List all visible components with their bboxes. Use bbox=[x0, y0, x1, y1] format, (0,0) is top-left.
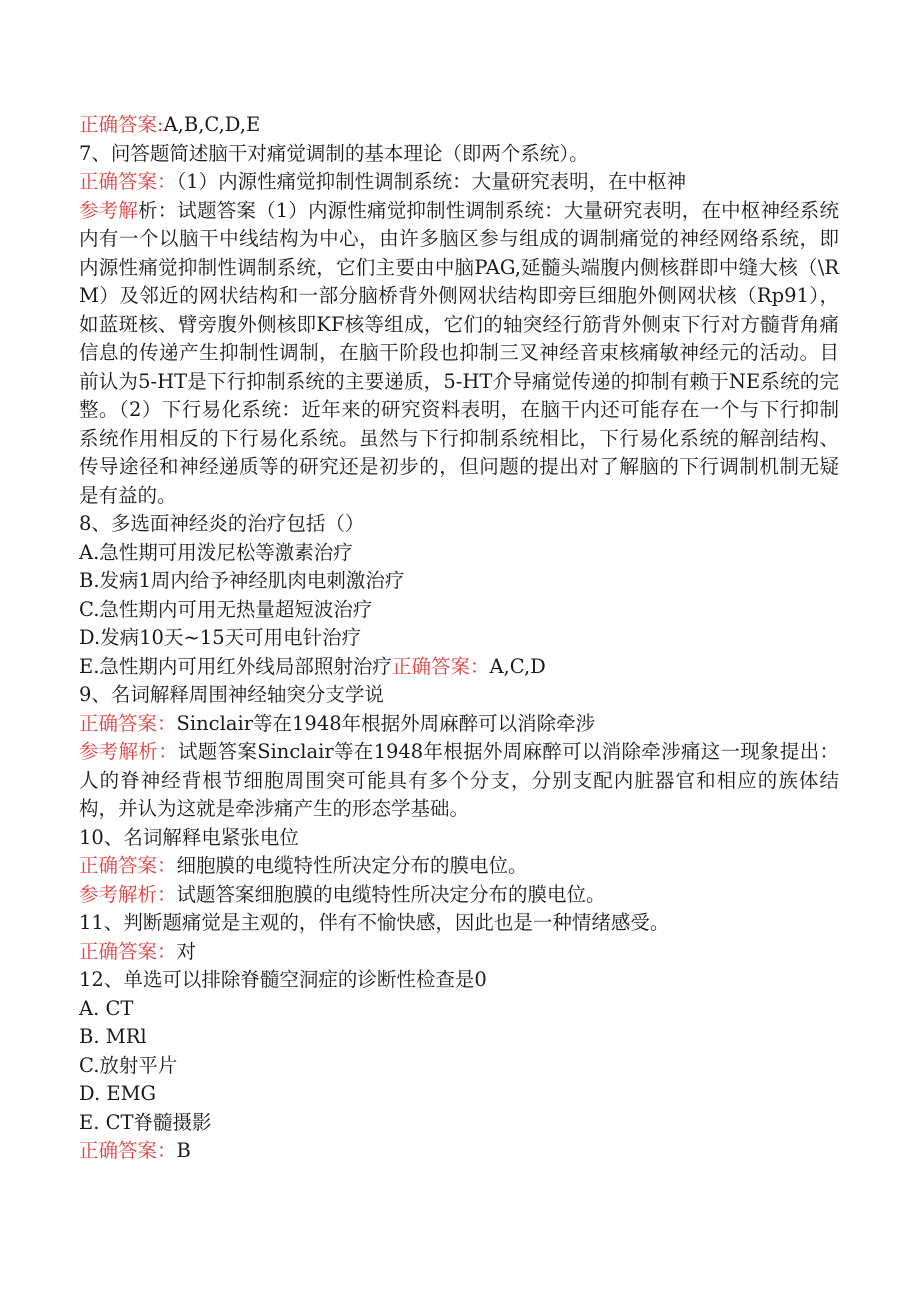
q9-analysis bbox=[79, 738, 839, 824]
answer-value: （1）内源性痛觉抑制性调制系统：大量研究表明，在中枢神 bbox=[176, 170, 687, 193]
analysis-label: 参考解析： bbox=[79, 882, 177, 906]
document-page bbox=[79, 111, 839, 1166]
answer-value: Sinclair等在1948年根据外周麻醉可以消除牵涉 bbox=[176, 711, 596, 735]
q7-question: 7、问答题简述脑干对痛觉调制的基本理论（即两个系统）。 bbox=[79, 141, 589, 165]
answer-value: 对 bbox=[176, 939, 197, 963]
answer-label: 正确答案： bbox=[79, 711, 177, 735]
q12-option-e: E. CT脊髓摄影 bbox=[79, 1110, 212, 1134]
q8-question: 8、多选面神经炎的治疗包括（） bbox=[79, 512, 365, 535]
answer-label: 正确答案: bbox=[79, 113, 164, 136]
q12-option-c: C.放射平片 bbox=[79, 1053, 178, 1077]
analysis-text: 试题答案Sinclair等在1948年根据外周麻醉可以消除牵涉痛这一现象提出：人的脊神经背根节细胞周围突可能具有多个分支，分别支配内脏器官和相应的族体结构，并认为这就是牵涉痛产生的形态学基础。 bbox=[79, 740, 839, 820]
answer-value: B bbox=[176, 1139, 191, 1162]
analysis-label: 参考解 bbox=[79, 198, 139, 222]
q10-answer-line bbox=[79, 852, 839, 881]
q6-answer-line bbox=[79, 111, 839, 140]
answer-value: 细胞膜的电缆特性所决定分布的膜电位。 bbox=[176, 854, 528, 877]
q8-option-d: D.发病10天~15天可用电针治疗 bbox=[79, 626, 362, 649]
q10-analysis bbox=[79, 881, 839, 910]
analysis-label-tail: 析 bbox=[138, 198, 158, 222]
analysis-text: 试题答案细胞膜的电缆特性所决定分布的膜电位。 bbox=[176, 882, 606, 906]
q12-question: 12、单选可以排除脊髓空洞症的诊断性检查是0 bbox=[79, 968, 487, 991]
answer-label: 正确答案： bbox=[391, 654, 490, 678]
q8-option-e-answer-line bbox=[79, 653, 839, 682]
answer-label: 正确答案： bbox=[79, 170, 177, 193]
q12-option-a: A. CT bbox=[79, 996, 134, 1020]
answer-label: 正确答案： bbox=[79, 1139, 177, 1162]
q9-question: 9、名词解释周围神经轴突分支学说 bbox=[79, 683, 384, 706]
q11-question: 11、判断题痛觉是主观的，伴有不愉快感，因此也是一种情绪感受。 bbox=[79, 911, 670, 934]
q8-option-e: E.急性期内可用红外线局部照射治疗 bbox=[79, 654, 392, 678]
q8-option-c: C.急性期内可用无热量超短波治疗 bbox=[79, 597, 373, 621]
q10-question: 10、名词解释电紧张电位 bbox=[79, 825, 299, 849]
q12-answer-line bbox=[79, 1137, 839, 1166]
answer-value: A,B,C,D,E bbox=[163, 113, 261, 136]
answer-label: 正确答案： bbox=[79, 939, 177, 963]
answer-value: A,C,D bbox=[489, 654, 546, 678]
q8-option-a: A.急性期可用泼尼松等激素治疗 bbox=[79, 540, 353, 564]
q8-option-b: B.发病1周内给予神经肌肉电刺激治疗 bbox=[79, 569, 405, 592]
q7-answer-line bbox=[79, 168, 839, 197]
answer-label: 正确答案： bbox=[79, 854, 177, 877]
q12-option-b: B. MRl bbox=[79, 1025, 147, 1048]
q11-answer-line bbox=[79, 938, 839, 967]
q7-analysis bbox=[79, 197, 839, 511]
analysis-text: ：试题答案（1）内源性痛觉抑制性调制系统：大量研究表明，在中枢神经系统内有一个以脑干中线结构为中心，由许多脑区参与组成的调制痛觉的神经网络系统，即内源性痛觉抑制性调制系统，它们主要由中脑PAG,延髓头端腹内侧核群即中缝大核（\RM）及邻近的网状结构和一部分脑桥背外侧网状结构即旁巨细胞外侧网状核（Rp91），如蓝斑核、臂旁腹外侧核即KF核等组成，它们的轴突经行筋背外侧束下行对方髓背角痛信息的传递产生抑制性调制，在脑干阶段也抑制三叉神经音束核痛敏神经元的活动。目前认为5-HT是下行抑制系统的主要递质，5-HT介导痛觉传递的抑制有赖于NE系统的完整。（2）下行易化系统：近年来的研究资料表明，在脑干内还可能存在一个与下行抑制系统作用相反的下行易化系统。虽然与下行抑制系统相比，下行易化系统的解剖结构、传导途径和神经递质等的研究还是初步的，但问题的提出对了解脑的下行调制机制无疑是有益的。 bbox=[79, 198, 839, 507]
q12-option-d: D. EMG bbox=[79, 1082, 157, 1105]
analysis-label: 参考解析： bbox=[79, 740, 178, 763]
q9-answer-line bbox=[79, 710, 839, 739]
